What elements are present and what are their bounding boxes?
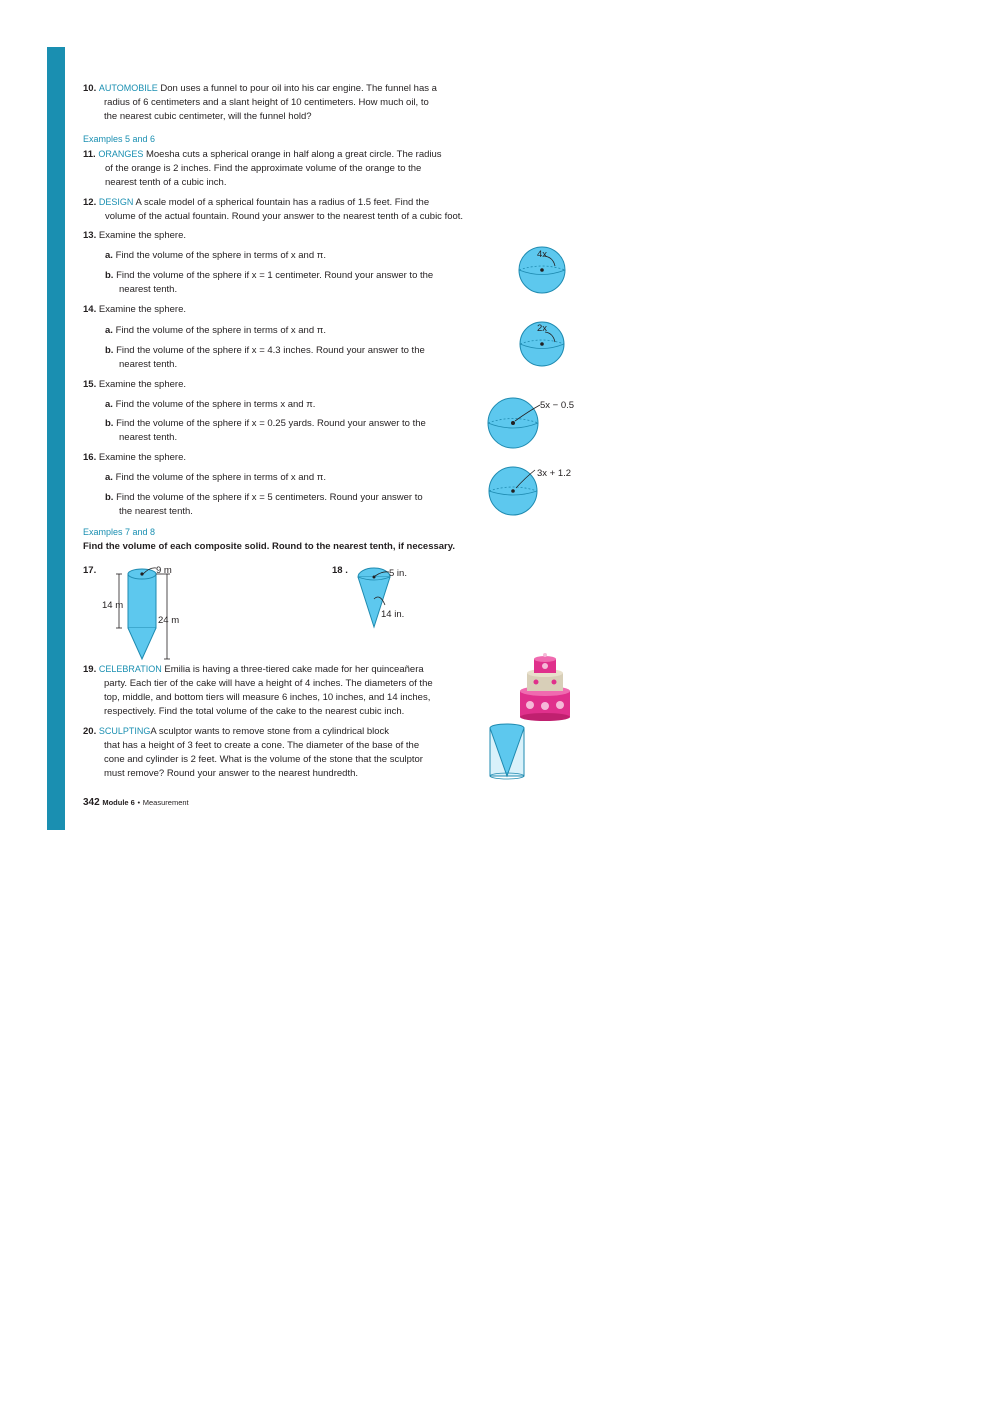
problem-16-part-a	[105, 471, 326, 485]
problem-text-line: must remove? Round your answer to the nearest hundredth.	[104, 768, 359, 779]
problem-number: 14.	[83, 304, 97, 315]
problem-19	[83, 662, 503, 719]
part-text: Find the volume of the sphere in terms of x and π.	[115, 472, 326, 483]
footer-separator: •	[137, 798, 141, 807]
problem-14-part-a	[105, 324, 326, 338]
problem-text-line: nearest tenth of a cubic inch.	[105, 177, 227, 188]
problem-number: 16.	[83, 452, 97, 463]
examples-heading: Examples 7 and 8	[83, 527, 156, 537]
examples-heading: Examples 5 and 6	[83, 134, 156, 144]
problem-number: 12.	[83, 197, 97, 208]
figure-18-height-label: 14 in.	[381, 609, 405, 620]
problem-17-number: 17.	[83, 565, 97, 576]
sphere-16-radius-label: 3x + 1.2	[537, 468, 572, 479]
problem-text-line: A scale model of a spherical fountain has a radius of 1.5 feet. Find the	[135, 197, 430, 208]
part-label: a.	[105, 325, 113, 336]
problem-20	[83, 724, 503, 781]
problem-15-part-b-cont: nearest tenth.	[119, 432, 178, 443]
problem-stem: Examine the sphere.	[98, 230, 186, 241]
page-color-band	[47, 47, 65, 830]
cylinder-with-cone-figure-20	[488, 722, 528, 780]
figure-17-cylinder-height-label: 14 m	[102, 600, 124, 611]
problem-text-line: that has a height of 3 feet to create a cone. The diameter of the base of the	[104, 740, 420, 751]
problem-stem: Examine the sphere.	[98, 304, 186, 315]
problem-13-part-b	[105, 269, 433, 283]
three-tier-cake-image	[518, 653, 574, 721]
part-text: Find the volume of the sphere if x = 1 centimeter. Round your answer to the	[116, 270, 434, 281]
problem-11	[83, 147, 503, 190]
problem-number: 10.	[83, 83, 97, 94]
problem-text-line: Moesha cuts a spherical orange in half along a great circle. The radius	[145, 149, 442, 160]
part-text: Find the volume of the sphere in terms x and π.	[115, 399, 316, 410]
problem-15-part-a	[105, 398, 315, 412]
part-text: Find the volume of the sphere if x = 5 centimeters. Round your answer to	[116, 492, 423, 503]
problem-text-line: cone and cylinder is 2 feet. What is the volume of the stone that the sculptor	[104, 754, 423, 765]
problem-keyword: CELEBRATION	[98, 664, 162, 674]
part-label: b.	[105, 418, 114, 429]
problem-text-line: Don uses a funnel to pour oil into his car engine. The funnel has a	[160, 83, 437, 94]
problem-number: 11.	[83, 149, 96, 160]
problem-13-part-b-cont: nearest tenth.	[119, 284, 178, 295]
problem-text-line: of the orange is 2 inches. Find the approximate volume of the orange to the	[105, 163, 422, 174]
part-label: b.	[105, 492, 114, 503]
part-text: Find the volume of the sphere in terms of x and π.	[115, 250, 326, 261]
composite-instruction: Find the volume of each composite solid. Round to the nearest tenth, if necessary.	[83, 541, 455, 552]
part-label: b.	[105, 345, 114, 356]
problem-14-part-b	[105, 344, 425, 358]
part-text: Find the volume of the sphere in terms of x and π.	[115, 325, 326, 336]
problem-keyword: SCULPTING	[98, 726, 151, 736]
page-footer	[83, 796, 189, 810]
part-text: Find the volume of the sphere if x = 4.3 inches. Round your answer to the	[116, 345, 425, 356]
problem-stem: Examine the sphere.	[98, 452, 186, 463]
sphere-figure-16	[487, 464, 543, 518]
figure-18-radius-label: 5 in.	[389, 568, 407, 579]
sphere-15-radius-label: 5x − 0.5	[540, 400, 575, 411]
page-number: 342	[83, 797, 100, 808]
problem-text-line: the nearest cubic centimeter, will the funnel hold?	[104, 111, 312, 122]
problem-stem: Examine the sphere.	[98, 379, 186, 390]
problem-keyword: ORANGES	[98, 149, 144, 159]
problem-number: 15.	[83, 379, 97, 390]
problem-14-stem	[83, 303, 186, 317]
problem-text-line: top, middle, and bottom tiers will measure 6 inches, 10 inches, and 14 inches,	[104, 692, 431, 703]
problem-text-line: respectively. Find the total volume of the cake to the nearest cubic inch.	[104, 706, 405, 717]
footer-module: Module 6	[102, 798, 135, 807]
problem-text-line: radius of 6 centimeters and a slant height of 10 centimeters. How much oil, to	[104, 97, 429, 108]
problem-text-line: party. Each tier of the cake will have a height of 4 inches. The diameters of the	[104, 678, 433, 689]
problem-13-part-a	[105, 249, 326, 263]
part-label: a.	[105, 472, 113, 483]
problem-16-part-b	[105, 491, 423, 505]
problem-keyword: AUTOMOBILE	[98, 83, 158, 93]
problem-text-line: A sculptor wants to remove stone from a cylindrical block	[150, 726, 390, 737]
footer-topic: Measurement	[142, 798, 189, 807]
figure-17-radius-label: 9 m	[156, 565, 172, 576]
part-label: a.	[105, 250, 113, 261]
problem-14-part-b-cont: nearest tenth.	[119, 359, 178, 370]
problem-number: 20.	[83, 726, 97, 737]
sphere-13-radius-label: 4x	[537, 249, 548, 260]
figure-17-total-height-label: 24 m	[158, 615, 180, 626]
problem-18-number: 18 .	[332, 565, 348, 576]
sphere-14-radius-label: 2x	[537, 323, 548, 334]
problem-15-part-b	[105, 417, 426, 431]
part-label: a.	[105, 399, 113, 410]
problem-keyword: DESIGN	[98, 197, 134, 207]
sphere-figure-15	[487, 397, 547, 451]
problem-text-line: Emilia is having a three-tiered cake made for her quinceañera	[164, 664, 424, 675]
problem-15-stem	[83, 378, 186, 392]
problem-text-line: volume of the actual fountain. Round your answer to the nearest tenth of a cubic foot.	[105, 211, 464, 222]
problem-13-stem	[83, 229, 186, 243]
problem-16-part-b-cont: the nearest tenth.	[119, 506, 193, 517]
part-label: b.	[105, 270, 114, 281]
problem-12	[83, 195, 543, 224]
problem-number: 19.	[83, 664, 97, 675]
problem-number: 13.	[83, 230, 97, 241]
part-text: Find the volume of the sphere if x = 0.25 yards. Round your answer to the	[116, 418, 426, 429]
problem-10	[83, 81, 503, 124]
problem-16-stem	[83, 451, 186, 465]
